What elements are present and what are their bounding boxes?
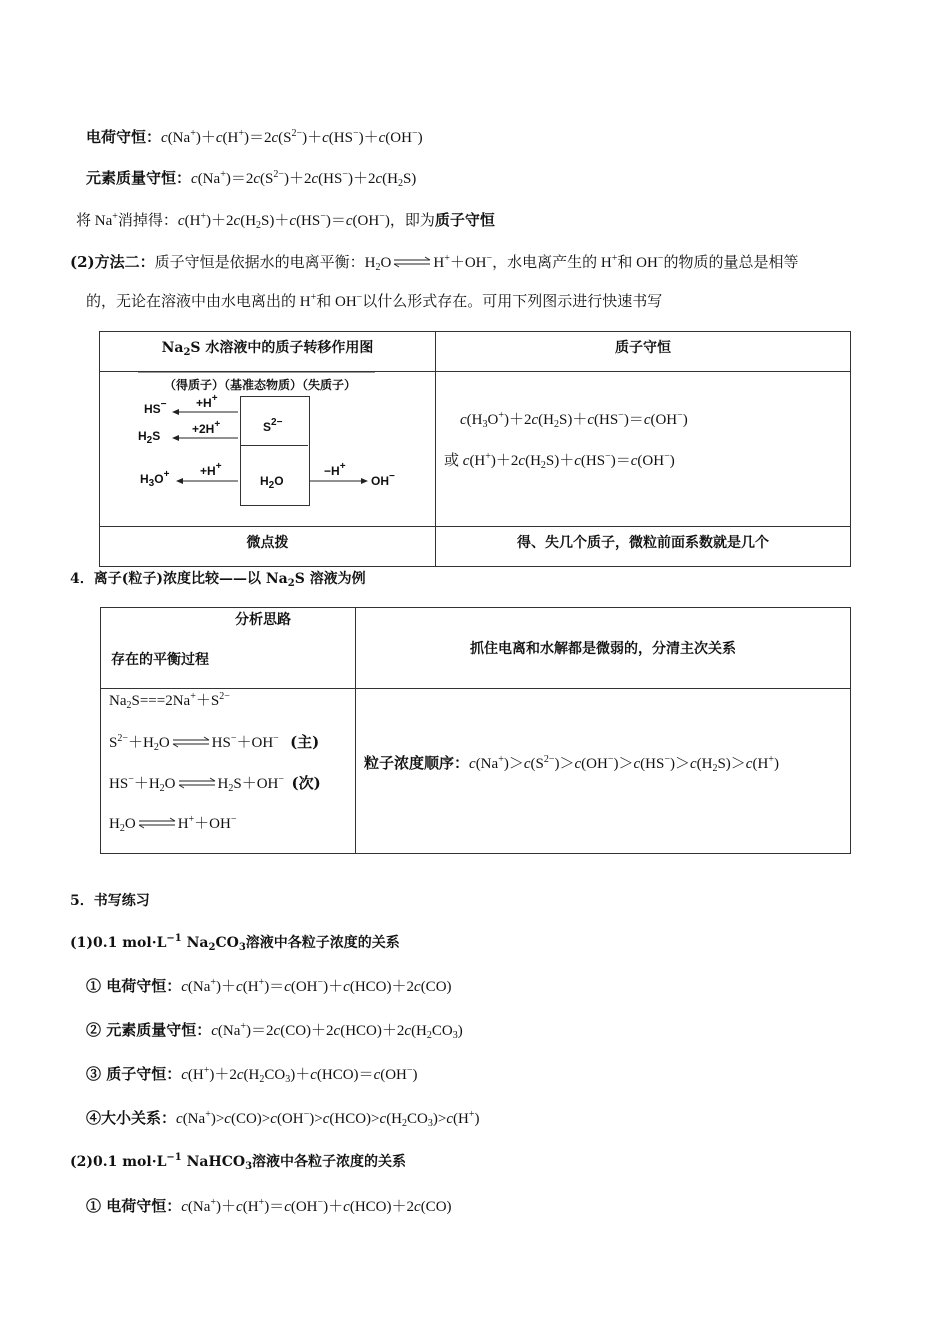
q1-item3: ③ 质子守恒：$c(H^+)+2c(H_2CO_3)+c(HCO)=c(OH^-)$ (86, 1065, 418, 1085)
eq-hydrolysis-2: $HS^-+H_2O$ $H_2S+OH^-$ (次) (109, 774, 321, 794)
q2-title-end: 溶液中各粒子浓度的关系 (252, 1154, 407, 1170)
q2-item1-label: ① 电荷守恒： (86, 1197, 182, 1215)
q1-title-tail: Na (181, 935, 209, 951)
method2-text6: 和 OH (316, 294, 357, 310)
proton-balance-eq1: $c(H_3O^+)+2c(H_2S)+c(HS^-)=c(OH^-)$ (460, 410, 688, 430)
diagram-oh-text: OH (371, 474, 389, 488)
diagram-row2-arrow-text: +2H (192, 422, 215, 436)
q1-item4: ④大小关系：$c(Na^+)>c(CO)>c(OH^-)>c(HCO)>c(H_2CO_3)>c(H^+)$ (86, 1109, 480, 1129)
q2-title-text: (2)0.1 mol·L (70, 1154, 167, 1170)
method2-text5: 的，无论在溶液中由水电离出的 H (86, 294, 311, 310)
eq-water: $H_2O$ H+＋OH− (109, 814, 237, 834)
concentration-order: 粒子浓度顺序：$c(Na^+)>c(S^{2-})>c(OH^-)>c(HS^-)>c(H_2S)>c(H^+)$ (364, 754, 779, 774)
eliminate-suffix: ，即为 (389, 213, 435, 229)
right-arrow-icon (310, 477, 368, 485)
diagram-row3-arrow-label: +H+ (200, 461, 222, 478)
diagram-hs-label: HS− (144, 399, 167, 416)
section4-title-tail: S 溶液为例 (294, 571, 366, 587)
q1-item3-label: ③ 质子守恒： (86, 1065, 182, 1083)
method2-line2: 的，无论在溶液中由水电离出的 H+和 OH−以什么形式存在。可用下列图示进行快速书写 (86, 292, 663, 310)
eliminate-line: 将 Na+消掉得：$c(H^+)+2c(H_2S)+c(HS^-)=c(OH^-)$，即为质子守恒 (76, 211, 495, 231)
diagram-row3-right-arrow-label: −H+ (324, 461, 346, 478)
proton-transfer-diagram-cell (100, 372, 436, 527)
diagram-row3-right-arrow-text: −H (324, 464, 340, 478)
diagram-h2s-label: $H_2S$ (138, 429, 161, 446)
proton-balance-term: 质子守恒 (434, 211, 495, 229)
method2-text7: 以什么形式存在。可用下列图示进行快速书写 (362, 294, 663, 310)
table1-footer-left: 微点拨 (100, 527, 436, 567)
q1-title-text: (1)0.1 mol·L (70, 935, 167, 951)
table1-footer-right: 得、失几个质子，微粒前面系数就是几个 (436, 527, 851, 567)
proton-balance-eq2: 或 $c(H^+)+2c(H_2S)+c(HS^-)=c(OH^-)$ (444, 451, 675, 471)
diagram-h3o-label: $H_3O^+$ (140, 469, 170, 489)
eliminate-mid: 消掉得： (117, 213, 178, 229)
eq-hydrolysis-1: $S^{2-}+H_2O$ HS−＋OH− (主) (109, 733, 320, 753)
left-arrow-icon (176, 477, 238, 485)
diagram-legend: （得质子）（基准态物质）（失质子） (164, 378, 357, 392)
material-balance-label: 元素质量守恒： (86, 169, 192, 187)
section4-title-text: 4．离子(粒子)浓度比较——以 Na (70, 571, 288, 587)
equilibrium-list-cell (101, 689, 356, 854)
q2-title: (2)0.1 $mol\cdot L^{-1}$ NaHCO$_3$溶液中各粒子浓度的关系 (70, 1152, 407, 1172)
q1-item2-label: ② 元素质量守恒： (86, 1021, 212, 1039)
method2-text1: 质子守恒是依据水的电离平衡： (154, 255, 365, 271)
proton-transfer-table (99, 331, 851, 567)
eliminate-prefix: 将 Na (76, 213, 113, 229)
diagram-s2-label: $S^{2-}$ (263, 417, 283, 434)
eq-ionization: $Na_2S===2Na^++S^{2-}$ (109, 691, 230, 711)
method2-text2: ，水电离产生的 H (492, 255, 612, 271)
charge-balance-line: 电荷守恒：$c(Na^+)+c(H^+)=2c(S^{2-})+c(HS^-)+c(OH^-)$ (86, 128, 423, 146)
minor-tag: (次) (291, 774, 321, 792)
method2-label: (2)方法二： (70, 253, 155, 271)
q2-title-tail: NaHCO (181, 1154, 246, 1170)
method2-text3: 和 OH (617, 255, 658, 271)
diagram-row2-arrow-label: +2H+ (192, 419, 221, 436)
diagram-hs-text: HS (144, 402, 161, 416)
left-arrow-icon (172, 408, 238, 416)
diagram-row1-arrow-text: +H (196, 396, 212, 410)
q1-item2: ② 元素质量守恒：$c(Na^+)=2c(CO)+2c(HCO)+2c(H_2CO_3)$ (86, 1021, 463, 1041)
equilibrium-arrow-icon (392, 255, 432, 269)
equilibrium-arrow-icon (137, 816, 177, 830)
proton-balance-cell (436, 372, 851, 527)
material-balance-line: 元素质量守恒：$c(Na^+)=2c(S^{2-})+2c(HS^-)+2c(H_2S)$ (86, 169, 417, 189)
diagram-h3o-text: H (140, 472, 149, 486)
table2-header-right: 抓住电离和水解都是微弱的，分清主次关系 (356, 608, 851, 689)
left-arrow-icon (172, 434, 238, 442)
q1-item1-label: ① 电荷守恒： (86, 977, 182, 995)
diagram-h2o-label: $H_2O$ (260, 474, 284, 491)
main-tag: (主) (290, 733, 320, 751)
q1-item4-label: ④大小关系： (86, 1109, 177, 1127)
charge-balance-label: 电荷守恒： (86, 128, 162, 146)
equilibrium-process-label: 存在的平衡过程 (111, 652, 209, 668)
q2-item1: ① 电荷守恒：c(Na+)＋c(H+)＝c(OH−)＋c(HCO)＋2c(CO) (86, 1197, 452, 1215)
equilibrium-arrow-icon (171, 735, 211, 749)
diagram-h2s-text: H (138, 429, 147, 443)
diagram-s2-text: S (263, 420, 272, 434)
diagram-oh-label: OH− (371, 471, 395, 488)
diagram-row3-arrow-text: +H (200, 464, 216, 478)
method2-text4: 的物质的量总是相等 (663, 255, 799, 271)
proton-transfer-diagram (100, 372, 400, 522)
table1-header-left: $Na_2S$ 水溶液中的质子转移作用图 (100, 332, 436, 372)
q1-title: (1)0.1 $mol\cdot L^{-1}$ $Na_2CO_3$溶液中各粒子浓度的关系 (70, 933, 400, 953)
table1-header-left-b: S 水溶液中的质子转移作用图 (190, 340, 374, 356)
method2-line1: (2)方法二：质子守恒是依据水的电离平衡：$H_2O$ H+＋OH−，水电离产生的 H+和 OH−的物质的量总是相等 (70, 253, 799, 273)
q1-title-end: 溶液中各粒子浓度的关系 (245, 935, 400, 951)
equilibrium-arrow-icon (177, 776, 217, 790)
section4-title: 4．离子(粒子)浓度比较——以 $Na_2S$ 溶液为例 (70, 571, 366, 589)
order-label: 粒子浓度顺序： (364, 754, 470, 772)
analysis-approach-label: 分析思路 (235, 612, 291, 628)
table1-header-left-a: Na (161, 340, 184, 356)
diagram-h2o-text: H (260, 474, 269, 488)
proton-balance-eq2-prefix: 或 (444, 453, 463, 469)
q1-item1: ① 电荷守恒：c(Na+)＋c(H+)＝c(OH−)＋c(HCO)＋2c(CO) (86, 977, 452, 995)
diagram-row1-arrow-label: +H+ (196, 393, 218, 410)
section5-title: 5．书写练习 (70, 893, 150, 909)
concentration-order-cell (356, 689, 851, 854)
table1-header-right: 质子守恒 (436, 332, 851, 372)
table2-header-left (101, 608, 356, 689)
concentration-table (100, 607, 851, 854)
